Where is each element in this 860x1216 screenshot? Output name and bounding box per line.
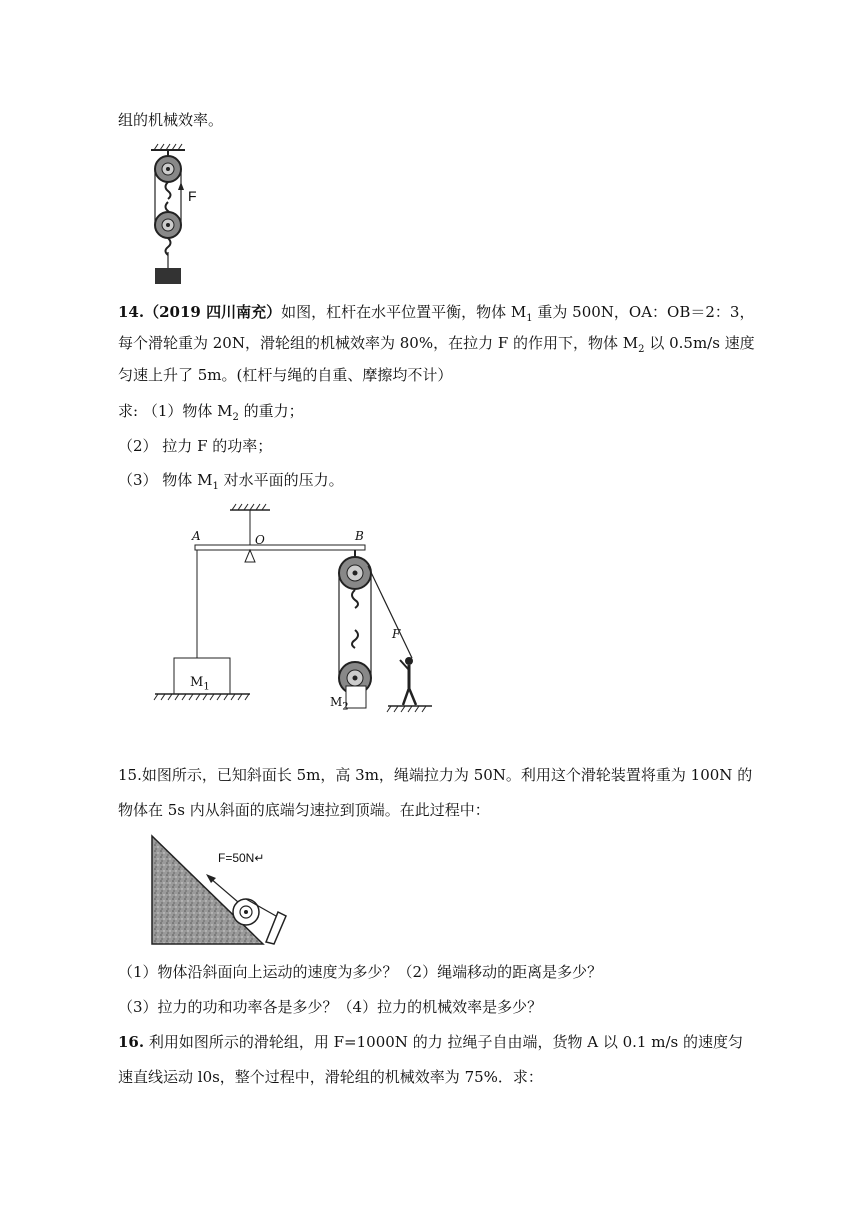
question-source: （2019 四川南充） [144,303,282,321]
question-number: 14. [118,303,145,321]
question-16-line-1 [118,1032,743,1052]
question-14-ask-1 [118,401,304,428]
text-span: 求: （1）物体 M [118,402,233,420]
question-14-ask-3 [118,470,344,497]
text-span: （3） 物体 M [118,471,213,489]
label-o: O [255,533,265,547]
question-15-ask-line-2: （3）拉力的功和功率各是多少？（4）拉力的机械效率是多少？ [118,998,543,1016]
force-label-15: F=50N↵ [218,851,265,865]
subscript: 2 [638,344,645,355]
subscript: 1 [212,481,219,492]
label-a: A [192,529,201,543]
text-span: 如图，杠杆在水平位置平衡，物体 M [281,303,527,321]
question-15-line-1: 15.如图所示，已知斜面长 5m，高 3m，绳端拉力为 50N。利用这个滑轮装置将重为 100N 的 [118,766,753,784]
label-b: B [355,529,364,543]
question-16-line-2: 速直线运动 l0s，整个过程中，滑轮组的机械效率为 75%．求： [118,1068,543,1086]
subscript: 1 [526,313,533,324]
subscript: 1 [203,681,210,693]
question-15-ask-line-1: （1）物体沿斜面向上运动的速度为多少？（2）绳端移动的距离是多少？ [118,963,603,981]
text-span: 的重力； [238,402,304,420]
text-span: 利用如图所示的滑轮组，用 F=1000N 的力 拉绳子自由端，货物 A 以 0.1 m/s 的速度匀 [144,1033,743,1051]
text-span: 对水平面的压力。 [218,471,344,489]
label-m1 [190,673,210,698]
force-label-13: F [188,188,197,204]
continuation-line: 组的机械效率。 [118,111,224,129]
text-span: M [330,695,343,709]
label-m2 [330,692,349,717]
question-14-line-2 [118,333,755,360]
text-span: M [190,675,204,690]
subscript: 2 [232,412,239,423]
subscript: 2 [342,701,349,713]
question-15-line-2: 物体在 5s 内从斜面的底端匀速拉到顶端。在此过程中： [118,801,490,819]
text-span: 以 0.5m/s 速度 [644,334,755,352]
text-span: 重为 500N，OA：OB＝2：3， [532,303,755,321]
label-f: F [392,627,401,641]
question-number: 16. [118,1033,145,1051]
text-span: 每个滑轮重为 20N，滑轮组的机械效率为 80%，在拉力 F 的作用下，物体 M [118,334,639,352]
question-14-line-1 [118,302,754,329]
question-14-ask-2: （2） 拉力 F 的功率； [118,437,273,455]
question-14-line-3: 匀速上升了 5m。(杠杆与绳的自重、摩擦均不计） [118,366,453,384]
pulley-figure-13 [145,142,205,287]
